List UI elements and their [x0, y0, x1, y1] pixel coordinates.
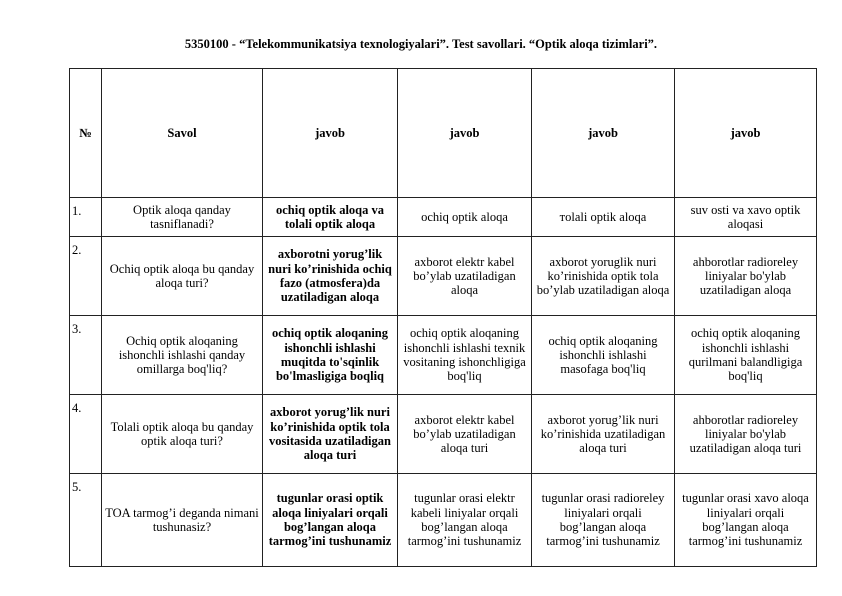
answer-cell: тolali optik aloqa	[532, 198, 675, 237]
question-cell: Ochiq optik aloqa bu qanday aloqa turi?	[102, 237, 263, 316]
table-header-row	[70, 69, 817, 198]
header-answer-3: javob	[532, 69, 675, 198]
header-number: №	[70, 69, 102, 198]
table-row	[70, 474, 817, 567]
answer-cell: axborot elektr kabel bo’ylab uzatiladigan aloqa turi	[398, 395, 532, 474]
header-answer-4: javob	[675, 69, 817, 198]
correct-answer-cell: ochiq optik aloqaning ishonchli ishlashi muqitda to'sqinlik bo'lmasligiga boqliq	[263, 316, 398, 395]
answer-cell: ochiq optik aloqaning ishonchli ishlashi masofaga boq'liq	[532, 316, 675, 395]
answer-cell: ochiq optik aloqaning ishonchli ishlashi qurilmani balandligiga boq'liq	[675, 316, 817, 395]
table-row	[70, 198, 817, 237]
row-number: 1.	[70, 198, 102, 237]
answer-cell: ahborotlar radioreley liniyalar bo'ylab uzatiladigan aloqa	[675, 237, 817, 316]
answer-cell: axborot yorug’lik nuri ko’rinishida uzatiladigan aloqa turi	[532, 395, 675, 474]
correct-answer-cell: axborot yorug’lik nuri ko’rinishida optik tola vositasida uzatiladigan aloqa turi	[263, 395, 398, 474]
row-number: 5.	[70, 474, 102, 567]
answer-cell: suv osti va xavo optik aloqasi	[675, 198, 817, 237]
document-title: 5350100 - “Telekommunikatsiya texnologiyalari”. Test savollari. “Optik aloqa tizimlari”.	[184, 37, 658, 51]
answer-cell: ochiq optik aloqaning ishonchli ishlashi texnik vositaning ishonchligiga boq'liq	[398, 316, 532, 395]
answer-cell: tugunlar orasi elektr kabeli liniyalar orqali bog’langan aloqa tarmog’ini tushunamiz	[398, 474, 532, 567]
answer-cell: axborot elektr kabel bo’ylab uzatiladigan aloqa	[398, 237, 532, 316]
answer-cell: tugunlar orasi xavo aloqa liniyalari orqali bog’langan aloqa tarmog’ini tushunamiz	[675, 474, 817, 567]
table-row	[70, 395, 817, 474]
header-answer-2: javob	[398, 69, 532, 198]
row-number: 3.	[70, 316, 102, 395]
header-question: Savol	[102, 69, 263, 198]
correct-answer-cell: ochiq optik aloqa va tolali optik aloqa	[263, 198, 398, 237]
correct-answer-cell: axborotni yorug’lik nuri ko’rinishida ochiq fazo (atmosfera)da uzatiladigan aloqa	[263, 237, 398, 316]
header-answer-1: javob	[263, 69, 398, 198]
test-questions-table	[69, 68, 817, 567]
table-row	[70, 237, 817, 316]
row-number: 2.	[70, 237, 102, 316]
row-number: 4.	[70, 395, 102, 474]
table-row	[70, 316, 817, 395]
answer-cell: tugunlar orasi radioreley liniyalari orqali bog’langan aloqa tarmog’ini tushunamiz	[532, 474, 675, 567]
correct-answer-cell: tugunlar orasi optik aloqa liniyalari orqali bog’langan aloqa tarmog’ini tushunamiz	[263, 474, 398, 567]
question-cell: Ochiq optik aloqaning ishonchli ishlashi qanday omillarga boq'liq?	[102, 316, 263, 395]
question-cell: Optik aloqa qanday tasniflanadi?	[102, 198, 263, 237]
answer-cell: axborot yoruglik nuri ko’rinishida optik tola bo’ylab uzatiladigan aloqa	[532, 237, 675, 316]
question-cell: Tolali optik aloqa bu qanday optik aloqa turi?	[102, 395, 263, 474]
answer-cell: ochiq optik aloqa	[398, 198, 532, 237]
question-cell: TOA tarmog’i deganda nimani tushunasiz?	[102, 474, 263, 567]
answer-cell: ahborotlar radioreley liniyalar bo'ylab uzatiladigan aloqa turi	[675, 395, 817, 474]
